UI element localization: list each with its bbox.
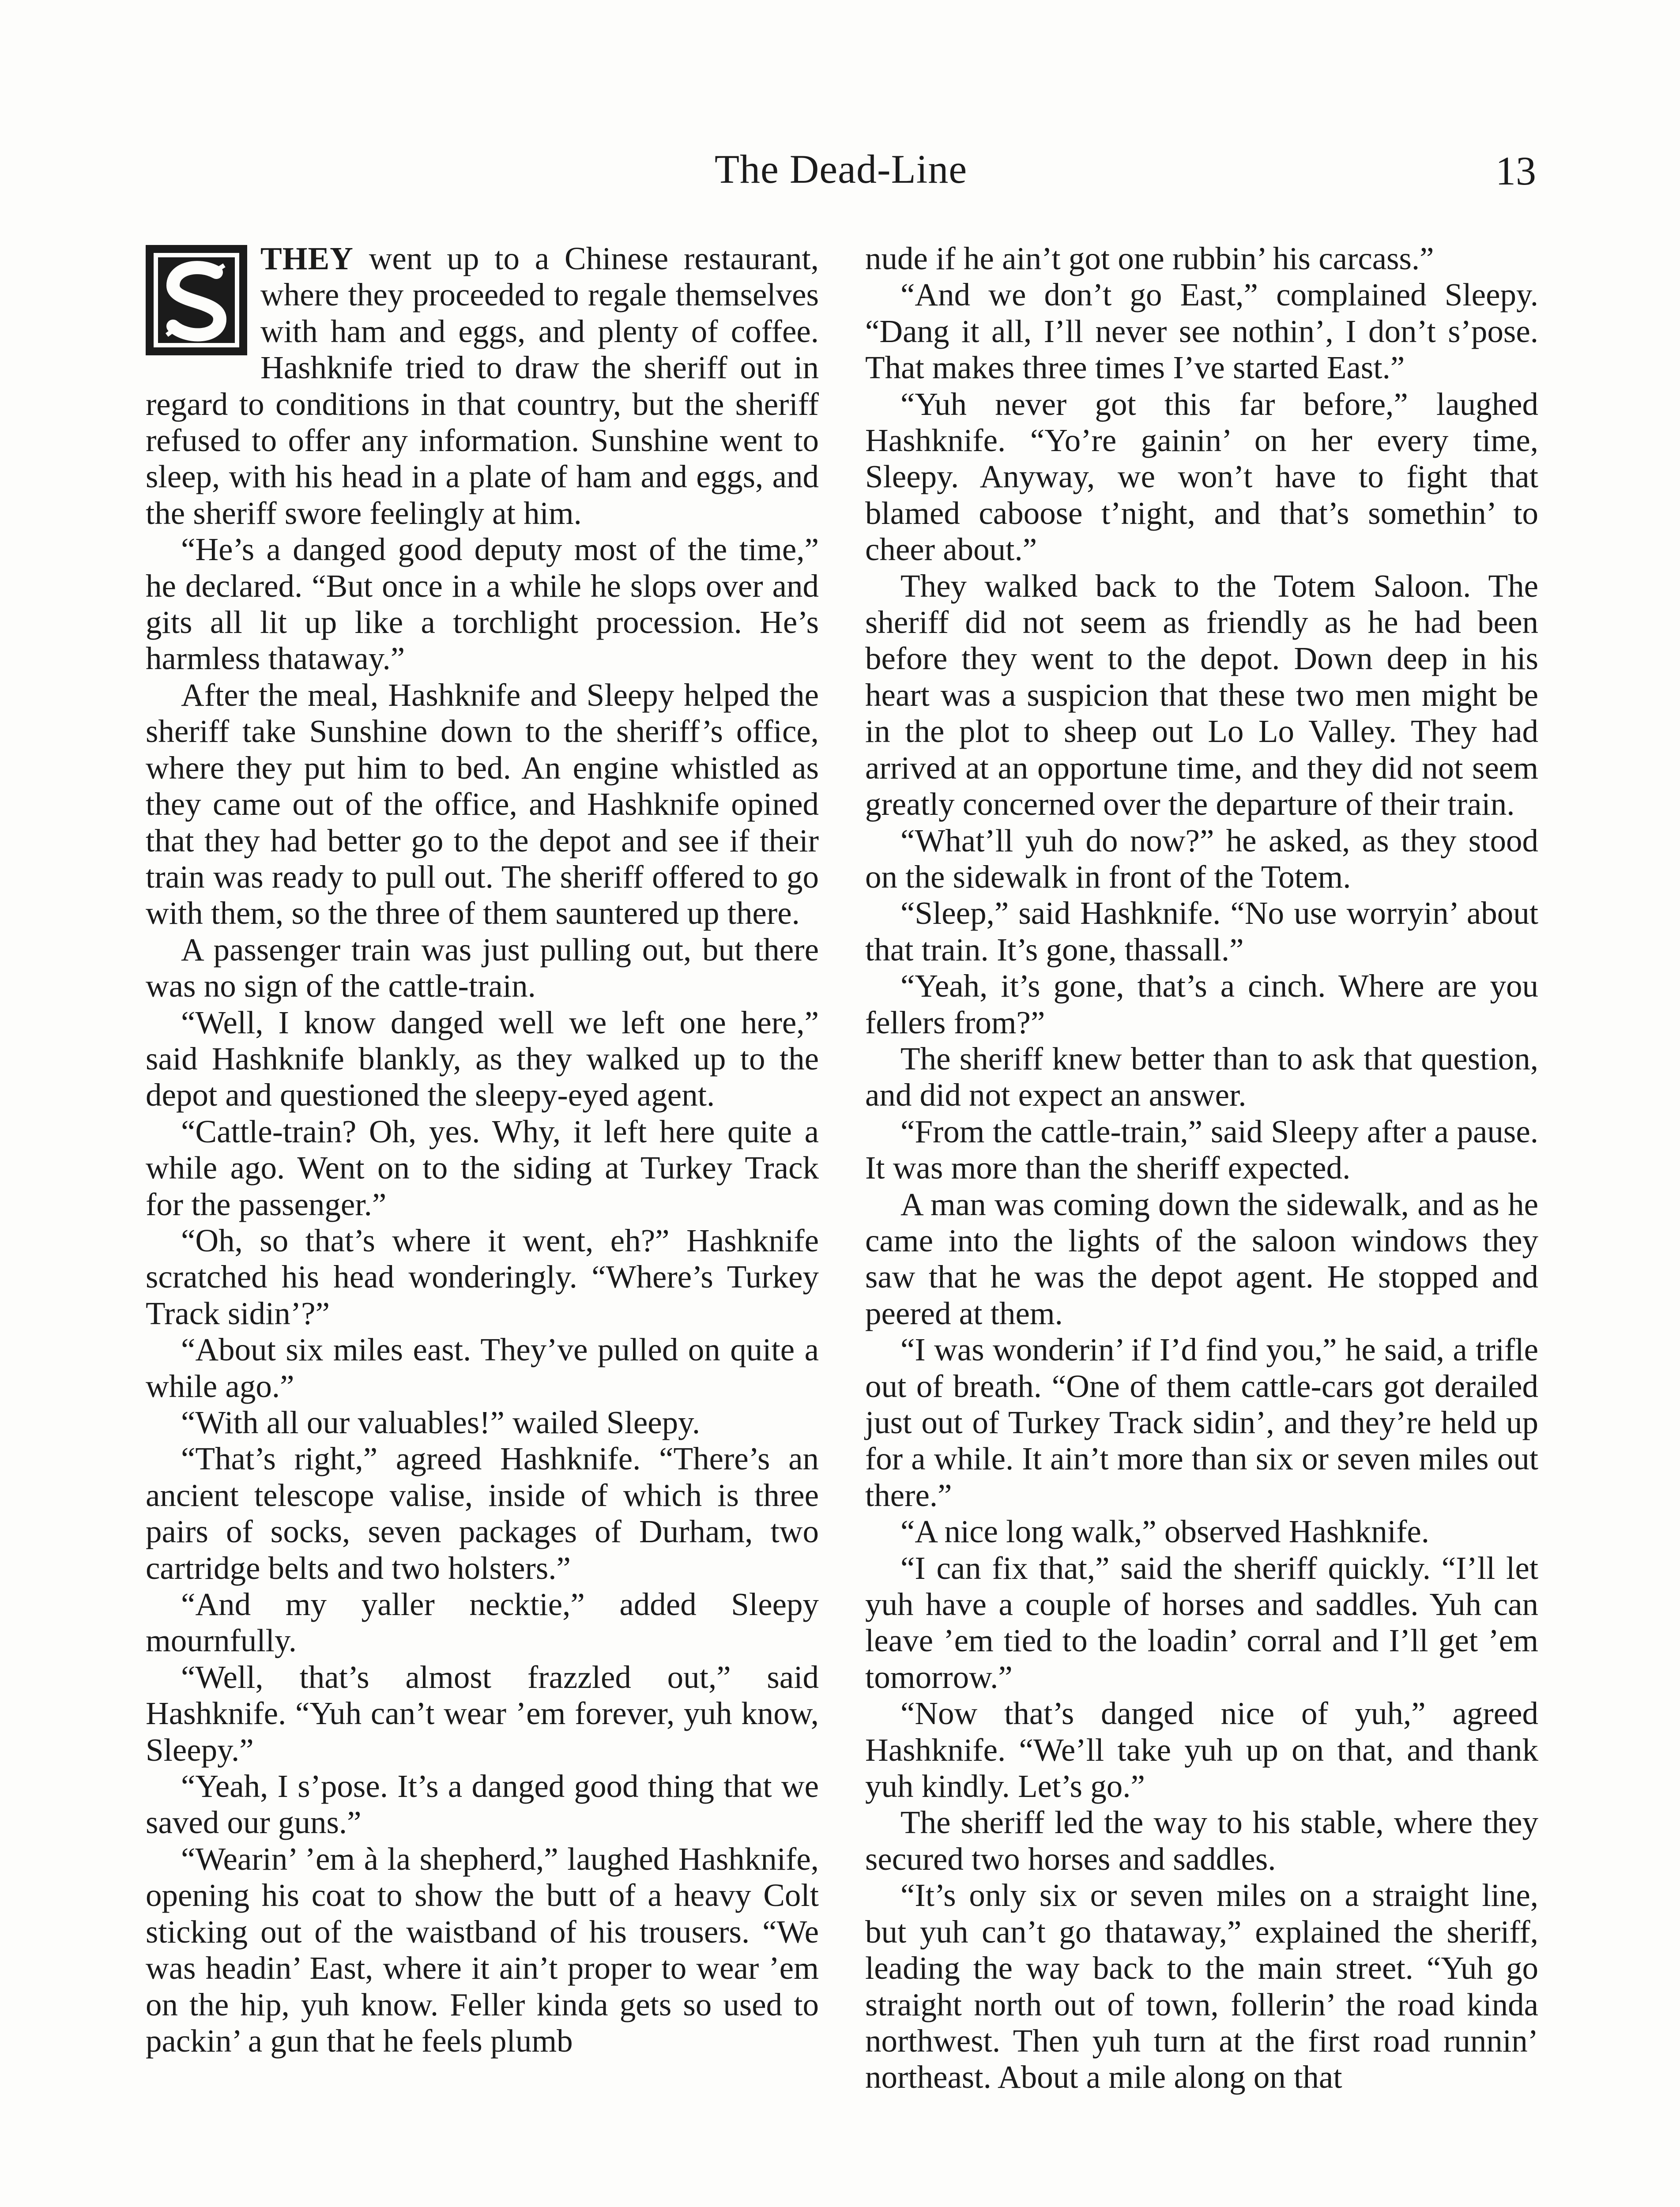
paragraph-text: After the meal, Hashknife and Sleepy helped the sheriff take Sunshine down to the sheriff’s office, where they put him to bed. An engine whistled as they came out of the office, and Hashknife opined that they had better go to the depot and see if their train was ready to pull out. The sheriff offered to go with them, so the three of them sauntered up there. — [146, 677, 819, 931]
paragraph — [146, 932, 819, 1005]
paragraph — [146, 1768, 819, 1841]
paragraph-text: nude if he ain’t got one rubbin’ his carcass.” — [865, 241, 1434, 276]
paragraph-text: “I was wonderin’ if I’d find you,” he said, a trifle out of breath. “One of them cattle-cars got derailed just out of Turkey Track sidin’, and they’re held up for a while. It ain’t more than six or seven miles out there.” — [865, 1332, 1538, 1513]
paragraph-text: They walked back to the Totem Saloon. The sheriff did not seem as friendly as he had been before they went to the depot. Down deep in his heart was a suspicion that these two men might be in the plot to sheep out Lo Lo Valley. They had arrived at an opportune time, and they did not seem greatly concerned over the departure of their train. — [865, 568, 1538, 822]
paragraph-text: The sheriff knew better than to ask that question, and did not expect an answer. — [865, 1040, 1538, 1113]
page-number: 13 — [1495, 148, 1536, 193]
paragraph — [865, 1114, 1538, 1186]
paragraph-text: “Yuh never got this far before,” laughed Hashknife. “Yo’re gainin’ on her every time, Sleepy. Anyway, we won’t have to fight that blamed caboose t’night, and that’s somethin’ to cheer about.” — [865, 386, 1538, 568]
paragraph — [146, 1441, 819, 1586]
paragraph-text: “I can fix that,” said the sheriff quickly. “I’ll let yuh have a couple of horses and saddles. Yuh can leave ’em tied to the loadin’ corral and I’ll get ’em tomorrow.” — [865, 1550, 1538, 1695]
paragraph-text: “It’s only six or seven miles on a straight line, but yuh can’t go thataway,” explained the sheriff, leading the way back to the main street. “Yuh go straight north out of town, follerin’ the road kinda northwest. Then yuh turn at the first road runnin’ northeast. About a mile along on that — [865, 1877, 1538, 2095]
paragraph — [865, 968, 1538, 1041]
paragraph — [146, 531, 819, 677]
paragraph-text: “With all our valuables!” wailed Sleepy. — [181, 1405, 701, 1440]
paragraph — [865, 1186, 1538, 1332]
paragraph-text: “Wearin’ ’em à la shepherd,” laughed Hashknife, opening his coat to show the butt of a heavy Colt sticking out of the waistband of his trousers. “We was headin’ East, where it ain’t proper to wear ’em on the hip, yuh know. Feller kinda gets so used to packin’ a gun that he feels plumb — [146, 1841, 819, 2059]
paragraph — [865, 1550, 1538, 1696]
paragraph-text: “Well, I know danged well we left one here,” said Hashknife blankly, as they walked up to the depot and questioned the sleepy-eyed agent. — [146, 1004, 819, 1113]
paragraph — [146, 1841, 819, 2059]
paragraph-text: “About six miles east. They’ve pulled on quite a while ago.” — [146, 1332, 819, 1404]
paragraph — [146, 1332, 819, 1405]
paragraph — [865, 823, 1538, 896]
left-column — [146, 241, 819, 2059]
lead-word: THEY — [260, 241, 354, 276]
paragraph — [865, 1804, 1538, 1877]
paragraph-text: “Sleep,” said Hashknife. “No use worryin’ about that train. It’s gone, thassall.” — [865, 895, 1538, 968]
paragraph-text: “From the cattle-train,” said Sleepy after a pause. It was more than the sheriff expected. — [865, 1113, 1538, 1186]
right-column-body — [865, 241, 1538, 2096]
page-title: The Dead-Line — [714, 147, 968, 192]
paragraph — [146, 677, 819, 932]
paragraph — [865, 568, 1538, 823]
paragraph-text: The sheriff led the way to his stable, where they secured two horses and saddles. — [865, 1804, 1538, 1877]
running-head — [146, 146, 1536, 203]
paragraph — [865, 1332, 1538, 1514]
paragraph-text: “And we don’t go East,” complained Sleepy. “Dang it all, I’ll never see nothin’, I don’t s’pose. That makes three times I’ve started East.” — [865, 277, 1538, 386]
paragraph — [865, 1514, 1538, 1550]
paragraph-text: “Oh, so that’s where it went, eh?” Hashknife scratched his head wonderingly. “Where’s Turkey Track sidin’?” — [146, 1222, 819, 1331]
right-column — [865, 241, 1538, 2096]
paragraph-text: “And my yaller necktie,” added Sleepy mournfully. — [146, 1586, 819, 1659]
paragraph-text: went up to a Chinese restaurant, where they proceeded to regale themselves with ham and eggs, and plenty of coffee. Hashknife tried to draw the sheriff out in regard to conditions in that country, but the sheriff refused to offer any information. Sunshine went to sleep, with his head in a plate of ham and eggs, and the sheriff swore feelingly at him. — [146, 241, 819, 531]
paragraph-text: A passenger train was just pulling out, but there was no sign of the cattle-train. — [146, 931, 819, 1004]
ornamental-dropcap-s-icon — [146, 245, 247, 355]
paragraph-text: “Yeah, I s’pose. It’s a danged good thing that we saved our guns.” — [146, 1768, 819, 1841]
paragraph-text: A man was coming down the sidewalk, and as he came into the lights of the saloon windows they saw that he was the depot agent. He stopped and peered at them. — [865, 1186, 1538, 1331]
paragraph — [146, 1659, 819, 1768]
paragraph — [146, 1114, 819, 1223]
paragraph — [865, 241, 1538, 277]
paragraph-text: “Now that’s danged nice of yuh,” agreed Hashknife. “We’ll take yuh up on that, and thank yuh kindly. Let’s go.” — [865, 1695, 1538, 1804]
paragraph-text: “He’s a danged good deputy most of the time,” he declared. “But once in a while he slops over and gits all lit up like a torchlight procession. He’s harmless thataway.” — [146, 531, 819, 677]
dropcap-s-graphic — [146, 245, 247, 355]
paragraph — [146, 1405, 819, 1441]
left-column-body — [146, 241, 819, 2059]
paragraph — [865, 386, 1538, 568]
paragraph — [146, 1005, 819, 1114]
paragraph-text: “What’ll yuh do now?” he asked, as they stood on the sidewalk in front of the Totem. — [865, 822, 1538, 895]
paragraph — [865, 895, 1538, 968]
paragraph — [865, 277, 1538, 386]
paragraph-text: “Yeah, it’s gone, that’s a cinch. Where are you fellers from?” — [865, 968, 1538, 1040]
paragraph — [146, 1586, 819, 1659]
paragraph-text: “Well, that’s almost frazzled out,” said Hashknife. “Yuh can’t wear ’em forever, yuh know, Sleepy.” — [146, 1659, 819, 1768]
paragraph-text: “That’s right,” agreed Hashknife. “There’s an ancient telescope valise, inside of which is three pairs of socks, seven packages of Durham, two cartridge belts and two holsters.” — [146, 1441, 819, 1586]
paragraph-text: “Cattle-train? Oh, yes. Why, it left here quite a while ago. Went on to the siding at Turkey Track for the passenger.” — [146, 1113, 819, 1222]
paragraph — [865, 1695, 1538, 1804]
paragraph — [865, 1041, 1538, 1114]
paragraph — [865, 1877, 1538, 2095]
paragraph-text: “A nice long walk,” observed Hashknife. — [900, 1514, 1430, 1550]
paragraph — [146, 1223, 819, 1332]
